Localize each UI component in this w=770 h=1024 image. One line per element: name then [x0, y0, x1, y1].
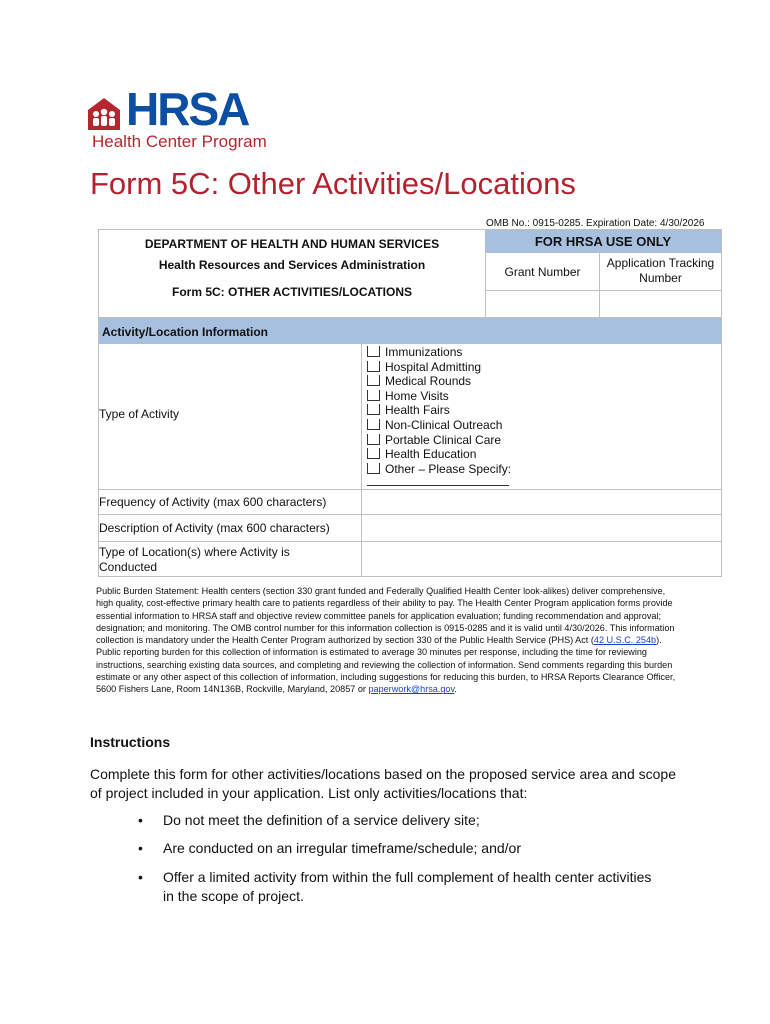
page-title: Form 5C: Other Activities/Locations: [90, 166, 576, 201]
department-name: DEPARTMENT OF HEALTH AND HUMAN SERVICES: [144, 237, 440, 251]
logo-subtitle: Health Center Program: [92, 132, 267, 151]
checkbox-non-clinical-outreach[interactable]: Non-Clinical Outreach: [367, 418, 511, 433]
omb-number: OMB No.: 0915-0285. Expiration Date: 4/30/2026: [486, 218, 705, 229]
agency-block: [99, 230, 485, 317]
instructions-heading: Instructions: [90, 734, 171, 750]
checkbox-icon[interactable]: [367, 346, 380, 357]
checkbox-health-education[interactable]: Health Education: [367, 447, 511, 462]
type-of-activity-label: Type of Activity: [99, 407, 180, 421]
public-burden-statement: Public Burden Statement: Health centers (section 330 grant funded and Federally Qualified Health Center look-alikes) deliver comprehensive, high quality, cost-effective primary health care to patients regardless of their ability to pay. The Health Center Program application forms provide essential information to HRSA staff and objective review committee panels for application evaluation; funding recommendation and approval; designation; and monitoring. The OMB control number for this information collection is 0915-0285 and it is valid until 4/30/2026. This information collection is mandatory under the Health Center Program authorized by section 330 of the Public Health Service (PHS) Act (42 U.S.C. 254b). Public reporting burden for this collection of information is estimated to average 30 minutes per response, including the time for reviewing instructions, searching existing data sources, and completing and reviewing the collection of information. Send comments regarding this burden estimate or any other aspect of this collection of information, including suggestions for reducing this burden, to HRSA Reports Clearance Officer, 5600 Fishers Lane, Room 14N136B, Rockville, Maryland, 20857 or paperwork@hrsa.gov.: [96, 586, 676, 695]
hrsa-house-icon: [88, 96, 128, 130]
location-type-field[interactable]: [362, 542, 721, 576]
other-specify-field[interactable]: [367, 476, 509, 486]
hrsa-use-only-heading: FOR HRSA USE ONLY: [485, 230, 721, 253]
checkbox-medical-rounds[interactable]: Medical Rounds: [367, 374, 511, 389]
tracking-number-field[interactable]: [599, 291, 721, 317]
grant-number-label: Grant Number: [485, 253, 599, 291]
instructions-intro: Complete this form for other activities/locations based on the proposed service area and scope of project included in your application. List only activities/locations that:: [90, 766, 676, 801]
checkbox-home-visits[interactable]: Home Visits: [367, 389, 511, 404]
checkbox-icon[interactable]: [367, 448, 380, 459]
form-name: Form 5C: OTHER ACTIVITIES/LOCATIONS: [171, 285, 412, 299]
checkbox-portable-clinical-care[interactable]: Portable Clinical Care: [367, 433, 511, 448]
tracking-label-line1: Application Tracking: [606, 256, 715, 270]
frequency-field[interactable]: [362, 490, 721, 513]
checkbox-icon[interactable]: [367, 419, 380, 430]
form-header-table: [98, 229, 722, 318]
checkbox-immunizations[interactable]: Immunizations: [367, 345, 511, 360]
section-header: Activity/Location Information: [99, 318, 721, 344]
tracking-number-label: [599, 253, 721, 291]
description-field[interactable]: [362, 515, 721, 540]
bullet-icon: •: [138, 840, 143, 856]
activity-checkbox-list: [367, 345, 511, 486]
checkbox-icon[interactable]: [367, 390, 380, 401]
activity-table: [98, 318, 722, 577]
frequency-label: Frequency of Activity (max 600 characters): [99, 495, 327, 509]
usc-link[interactable]: 42 U.S.C. 254b: [593, 635, 657, 646]
email-link[interactable]: paperwork@hrsa.gov: [368, 684, 455, 695]
agency-name: Health Resources and Services Administration: [158, 258, 426, 272]
checkbox-icon[interactable]: [367, 404, 380, 415]
bullet-icon: •: [138, 812, 143, 828]
location-type-label: Type of Location(s) where Activity is Conducted: [99, 545, 290, 574]
bullet-icon: •: [138, 869, 143, 885]
tracking-label-line2: Number: [639, 271, 682, 285]
checkbox-hospital-admitting[interactable]: Hospital Admitting: [367, 360, 511, 375]
grant-number-field[interactable]: [485, 291, 599, 317]
checkbox-icon[interactable]: [367, 463, 380, 474]
checkbox-icon[interactable]: [367, 375, 380, 386]
hrsa-wordmark: HRSA: [126, 83, 249, 135]
checkbox-health-fairs[interactable]: Health Fairs: [367, 403, 511, 418]
description-label: Description of Activity (max 600 characters): [99, 521, 330, 535]
hrsa-logo: [88, 83, 288, 154]
checkbox-other[interactable]: Other – Please Specify:: [367, 462, 511, 477]
checkbox-icon[interactable]: [367, 361, 380, 372]
checkbox-icon[interactable]: [367, 434, 380, 445]
